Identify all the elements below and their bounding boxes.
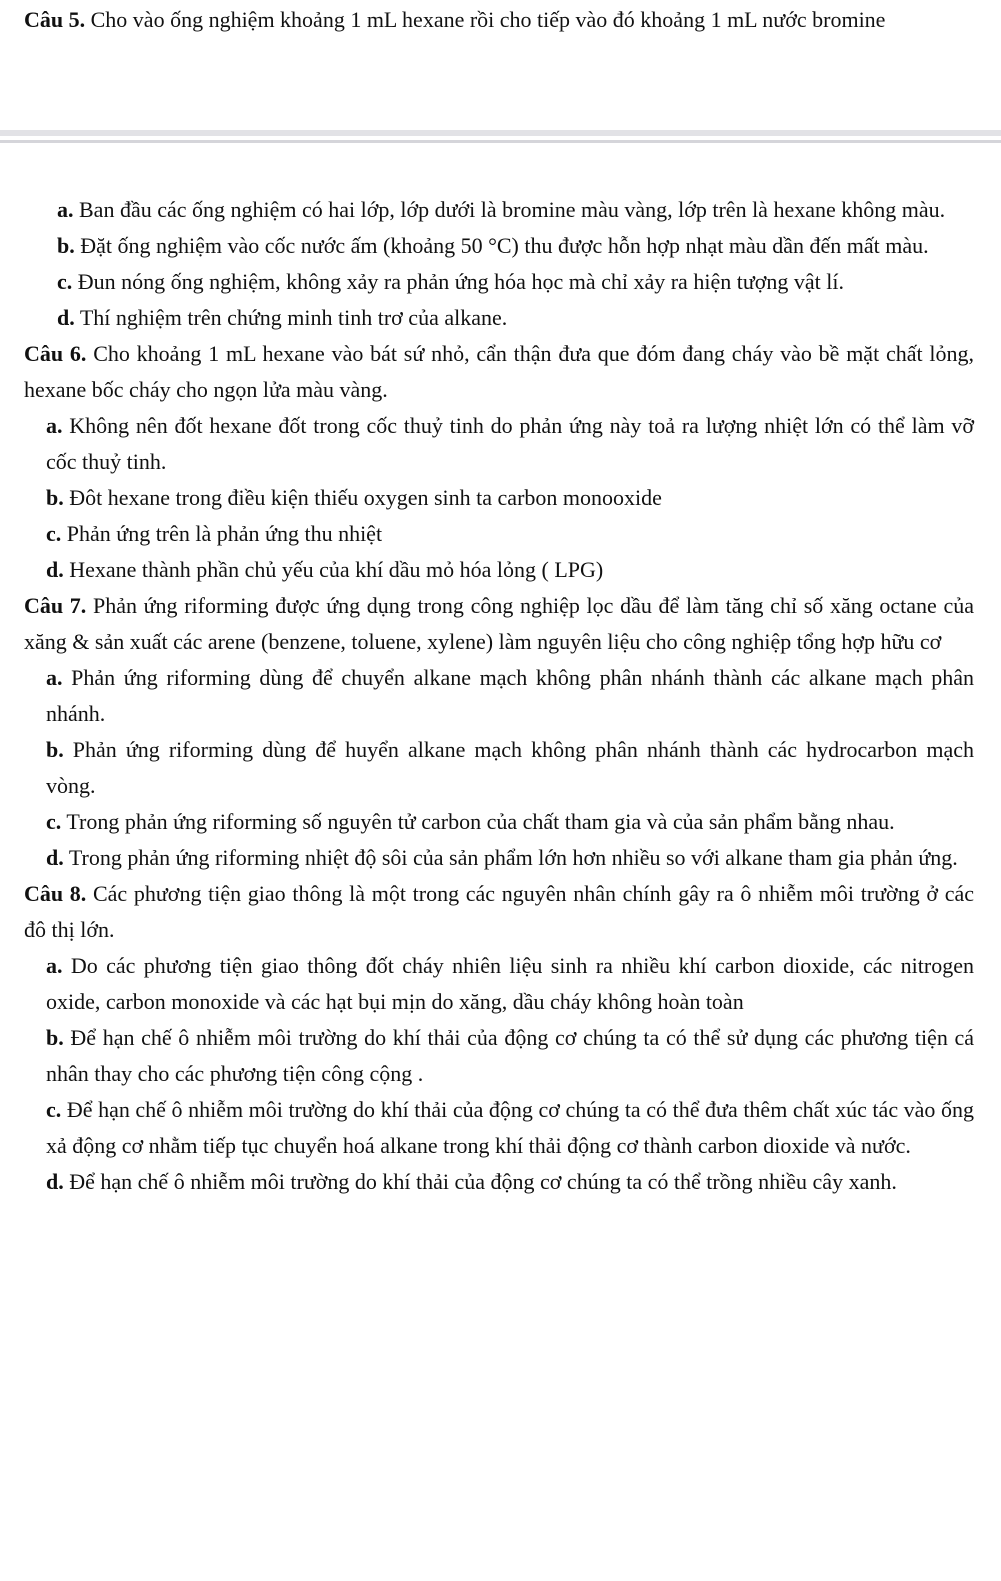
question-6-stem: Câu 6. Cho khoảng 1 mL hexane vào bát sứ nhỏ, cẩn thận đưa que đóm đang cháy vào bề mặt chất lỏng, hexane bốc cháy cho ngọn lửa màu vàng. bbox=[24, 341, 975, 402]
question-8-option-b: b. Để hạn chế ô nhiễm môi trường do khí thải của động cơ chúng ta có thể sử dụng các phương tiện cá nhân thay cho các phương tiện công cộng . bbox=[46, 1025, 974, 1086]
question-8-option-d: d. Để hạn chế ô nhiễm môi trường do khí thải của động cơ chúng ta có thể trồng nhiều cây xanh. bbox=[46, 1169, 897, 1194]
question-5-option-b: b. Đặt ống nghiệm vào cốc nước ấm (khoảng 50 °C) thu được hỗn hợp nhạt màu dần đến mất màu. bbox=[57, 233, 929, 258]
question-text bbox=[24, 2, 974, 38]
question-7-option-c: c. Trong phản ứng riforming số nguyên tử carbon của chất tham gia và của sản phẩm bằng nhau. bbox=[46, 809, 895, 834]
question-label: Câu 8. bbox=[24, 881, 87, 906]
page-divider bbox=[0, 122, 1001, 156]
question-6-option-a: a. Không nên đốt hexane đốt trong cốc thuỷ tinh do phản ứng này toả ra lượng nhiệt lớn có thể làm vỡ cốc thuỷ tinh. bbox=[46, 413, 974, 474]
question-label: Câu 6. bbox=[24, 341, 87, 366]
question-7-stem: Câu 7. Phản ứng riforming được ứng dụng trong công nghiệp lọc dầu để làm tăng chỉ số xăng octane của xăng & sản xuất các arene (benzene, toluene, xylene) làm nguyên liệu cho công nghiệp tổng hợp hữu cơ bbox=[24, 593, 974, 654]
question-8-option-a: a. Do các phương tiện giao thông đốt cháy nhiên liệu sinh ra nhiều khí carbon dioxide, các nitrogen oxide, carbon monoxide và các hạt bụi mịn do xăng, dầu cháy không hoàn toàn bbox=[46, 953, 974, 1014]
question-7-option-b: b. Phản ứng riforming dùng để huyển alkane mạch không phân nhánh thành các hydrocarbon mạch vòng. bbox=[46, 737, 974, 798]
question-stem: Cho vào ống nghiệm khoảng 1 mL hexane rồi cho tiếp vào đó khoảng 1 mL nước bromine bbox=[85, 7, 886, 32]
question-5-option-d: d. Thí nghiệm trên chứng minh tinh trơ của alkane. bbox=[57, 305, 508, 330]
question-6-option-b: b. Đôt hexane trong điều kiện thiếu oxygen sinh ta carbon monooxide bbox=[46, 485, 662, 510]
question-5-option-a: a. Ban đầu các ống nghiệm có hai lớp, lớp dưới là bromine màu vàng, lớp trên là hexane không màu. bbox=[57, 197, 946, 222]
question-8-stem: Câu 8. Các phương tiện giao thông là một trong các nguyên nhân chính gây ra ô nhiễm môi trường ở các đô thị lớn. bbox=[24, 881, 974, 942]
question-label: Câu 5. bbox=[24, 7, 86, 32]
question-8-option-c: c. Để hạn chế ô nhiễm môi trường do khí thải của động cơ chúng ta có thể đưa thêm chất xúc tác vào ống xả động cơ nhằm tiếp tục chuyển hoá alkane trong khí thải động cơ thành carbon dioxide và nước. bbox=[46, 1097, 974, 1158]
questions-body bbox=[24, 192, 974, 1200]
question-7-option-d: d. Trong phản ứng riforming nhiệt độ sôi của sản phẩm lớn hơn nhiều so với alkane tham gia phản ứng. bbox=[46, 845, 958, 870]
question-7-option-a: a. Phản ứng riforming dùng để chuyển alkane mạch không phân nhánh thành các alkane mạch phân nhánh. bbox=[46, 665, 974, 726]
question-5-option-c: c. Đun nóng ống nghiệm, không xảy ra phản ứng hóa học mà chỉ xảy ra hiện tượng vật lí. bbox=[57, 269, 844, 294]
question-6-option-c: c. Phản ứng trên là phản ứng thu nhiệt bbox=[46, 521, 383, 546]
question-label: Câu 7. bbox=[24, 593, 87, 618]
question-5-stem bbox=[24, 2, 974, 38]
question-6-option-d: d. Hexane thành phần chủ yếu của khí dầu mỏ hóa lỏng ( LPG) bbox=[46, 557, 604, 582]
